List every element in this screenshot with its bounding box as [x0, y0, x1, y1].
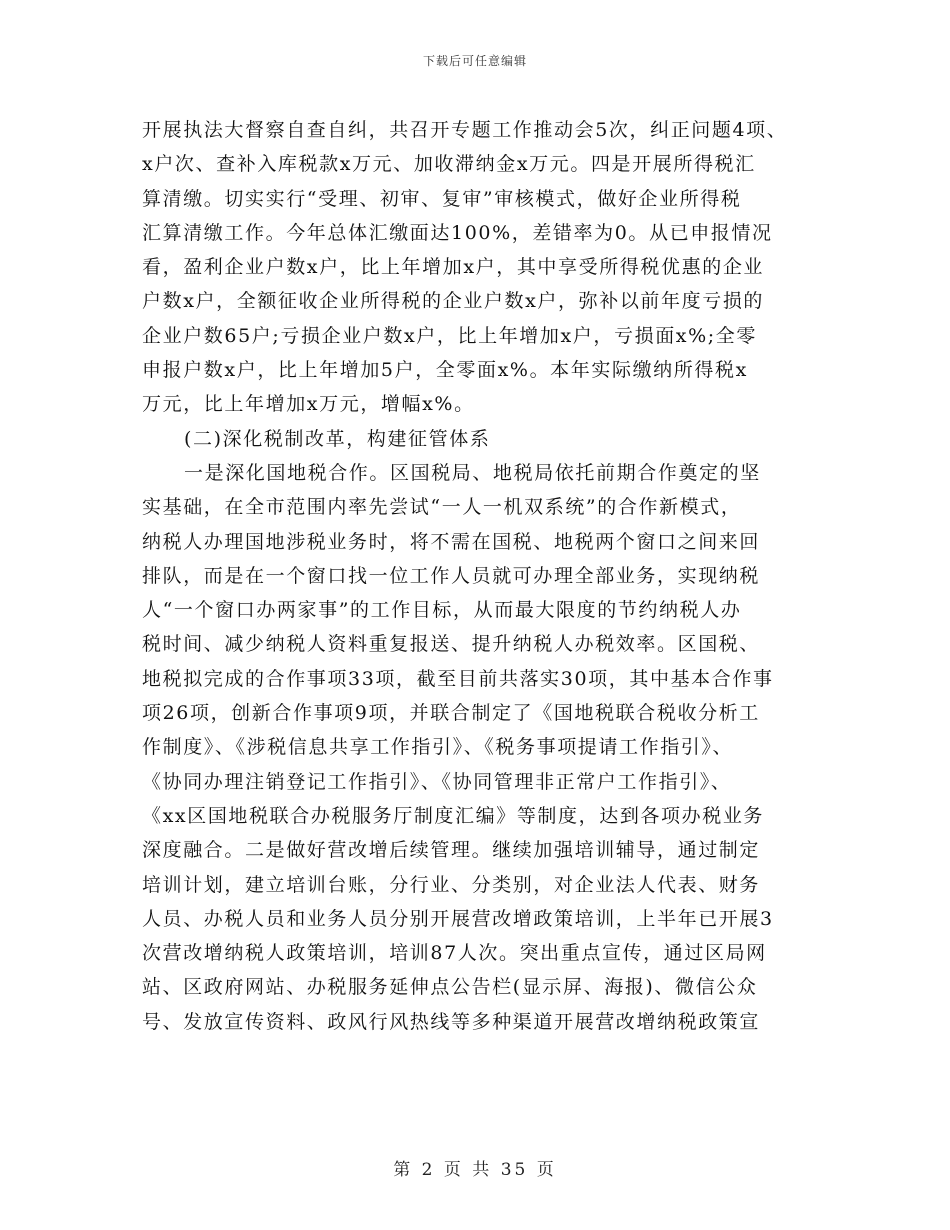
text-line: (二)深化税制改革，构建征管体系: [184, 427, 491, 450]
text-line: 算清缴。切实实行“受理、初审、复审”审核模式，做好企业所得税: [142, 187, 742, 210]
text-line: 深度融合。二是做好营改增后续管理。继续加强培训辅导，通过制定: [142, 839, 761, 862]
text-line: 作制度》、《涉税信息共享工作指引》、《税务事项提请工作指引》、: [142, 736, 734, 759]
text-line: 地税拟完成的合作事项33项，截至目前共落实30项，其中基本合作事: [142, 667, 774, 690]
text-line: 人“一个窗口办两家事”的工作目标，从而最大限度的节约纳税人办: [142, 599, 742, 622]
text-line: 汇算清缴工作。今年总体汇缴面达100%，差错率为0。从已申报情况: [142, 221, 773, 244]
text-line: 万元，比上年增加x万元，增幅x%。: [142, 393, 475, 416]
text-line: 《xx区国地税联合办税服务厅制度汇编》等制度，达到各项办税业务: [142, 804, 765, 827]
text-line: 企业户数65户;亏损企业户数x户，比上年增加x户，亏损面x%;全零: [142, 324, 757, 347]
text-line: 纳税人办理国地涉税业务时，将不需在国税、地税两个窗口之间来回: [142, 530, 761, 553]
text-line: 项26项，创新合作事项9项，并联合制定了《国地税联合税收分析工: [142, 702, 760, 725]
text-line: 看，盈利企业户数x户，比上年增加x户，其中享受所得税优惠的企业: [142, 256, 765, 279]
document-body: [142, 113, 822, 1039]
text-line: 次营改增纳税人政策培训，培训87人次。突出重点宣传，通过区局网: [142, 942, 767, 965]
text-line: 号、发放宣传资料、政风行风热线等多种渠道开展营改增纳税政策宣: [142, 1010, 761, 1033]
text-line: 排队，而是在一个窗口找一位工作人员就可办理全部业务，实现纳税: [142, 564, 761, 587]
text-line: x户次、查补入库税款x万元、加收滞纳金x万元。四是开展所得税汇: [142, 153, 756, 176]
text-line: 申报户数x户，比上年增加5户，全零面x%。本年实际缴纳所得税x: [142, 359, 748, 382]
text-line: 《协同办理注销登记工作指引》、《协同管理非正常户工作指引》、: [142, 770, 732, 793]
page-number-footer: 第 2 页 共 35 页: [393, 1160, 557, 1180]
text-line: 站、区政府网站、办税服务延伸点公告栏(显示屏、海报)、微信公众: [142, 976, 758, 999]
page-header: 下载后可任意编辑: [422, 54, 527, 68]
text-line: 实基础，在全市范围内率先尝试“一人一机双系统”的合作新模式，: [142, 496, 742, 519]
text-line: 一是深化国地税合作。区国税局、地税局依托前期合作奠定的坚: [184, 461, 761, 484]
text-line: 开展执法大督察自查自纠，共召开专题工作推动会5次，纠正问题4项、: [142, 119, 788, 141]
text-line: 人员、办税人员和业务人员分别开展营改增政策培训，上半年已开展3: [142, 907, 774, 930]
text-line: 税时间、减少纳税人资料重复报送、提升纳税人办税效率。区国税、: [142, 633, 761, 656]
text-line: 培训计划，建立培训台账，分行业、分类别，对企业法人代表、财务: [142, 873, 761, 896]
text-line: 户数x户，全额征收企业所得税的企业户数x户，弥补以前年度亏损的: [142, 290, 765, 313]
